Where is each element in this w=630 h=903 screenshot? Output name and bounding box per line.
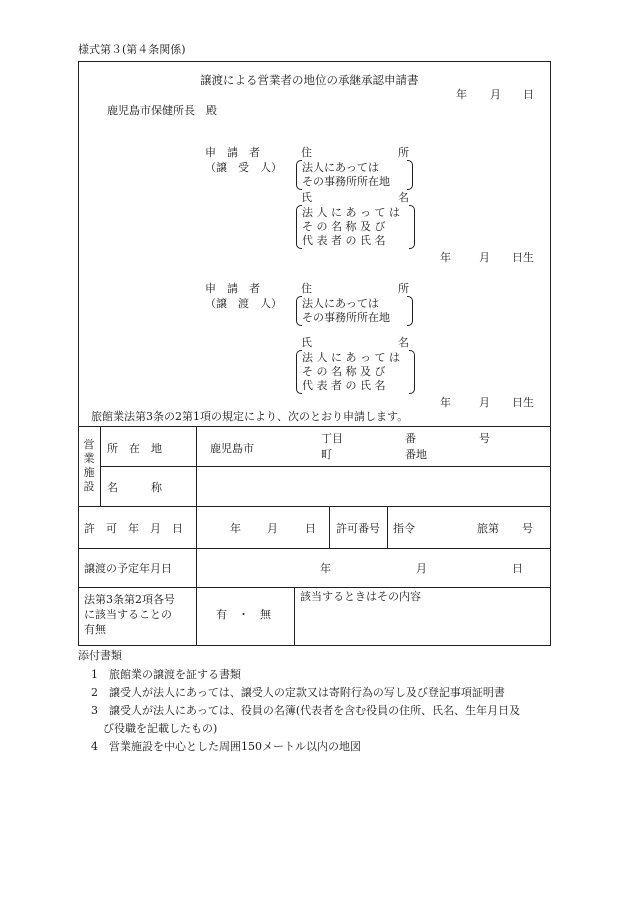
transferor-role-2: （譲 渡 人） bbox=[205, 297, 282, 310]
yes-no-choice[interactable]: 有 ・ 無 bbox=[216, 608, 271, 621]
location-label: 所 在 地 bbox=[107, 442, 162, 455]
transfer-month: 月 bbox=[416, 562, 427, 575]
permit-day: 日 bbox=[305, 522, 316, 535]
chome-label: 丁目 bbox=[321, 432, 343, 445]
receiver-name-note-2: そ の 名 称 及 び bbox=[302, 220, 386, 233]
receiver-name-label-b: 名 bbox=[398, 191, 409, 204]
go-label: 号 bbox=[479, 432, 490, 445]
applicable-content-label: 該当するときはその内容 bbox=[300, 590, 421, 603]
facility-divider-line bbox=[100, 466, 551, 467]
permit-month: 月 bbox=[267, 522, 278, 535]
transferor-address-note-2: その事務所所在地 bbox=[302, 311, 390, 324]
receiver-name-note-1: 法 人 に あ っ て は bbox=[302, 206, 400, 219]
law-label-3: 有無 bbox=[84, 623, 106, 636]
permit-no-left-line bbox=[329, 506, 330, 548]
transferor-name-label-a: 氏 bbox=[301, 336, 312, 349]
facility-name-label: 名 称 bbox=[107, 481, 162, 494]
table-top-line bbox=[78, 426, 551, 427]
receiver-address-label-b: 所 bbox=[398, 146, 409, 159]
receiver-role-1: 申 請 者 bbox=[205, 146, 260, 159]
transferor-birth-year: 年 bbox=[440, 396, 451, 409]
law-row-top-line bbox=[78, 587, 551, 588]
receiver-birth-day: 日生 bbox=[512, 251, 534, 264]
receiver-address-paren-right bbox=[407, 160, 413, 190]
date-month: 月 bbox=[490, 88, 501, 101]
addressee: 鹿児島市保健所長 殿 bbox=[107, 104, 217, 117]
law-label-1: 法第3条第2項各号 bbox=[84, 593, 175, 606]
receiver-address-note-1: 法人にあっては bbox=[302, 161, 379, 174]
shirei-label: 指令 bbox=[393, 522, 415, 535]
receiver-name-label-a: 氏 bbox=[301, 191, 312, 204]
transfer-row-top-line bbox=[78, 548, 551, 549]
label-col-line bbox=[196, 426, 197, 646]
attachments-heading: 添付書類 bbox=[78, 649, 122, 662]
transferor-name-paren-right bbox=[409, 350, 415, 394]
attachment-item: 1 旅館業の譲渡を証する書類 bbox=[91, 668, 241, 681]
receiver-birth-year: 年 bbox=[440, 251, 451, 264]
banchi-label: 番地 bbox=[405, 448, 427, 461]
transferor-name-note-1: 法 人 に あ っ て は bbox=[302, 351, 400, 364]
permit-year: 年 bbox=[230, 522, 241, 535]
permit-date-label: 許 可 年 月 日 bbox=[84, 522, 183, 535]
transferor-address-label-a: 住 bbox=[301, 282, 312, 295]
receiver-address-note-2: その事務所所在地 bbox=[302, 175, 390, 188]
transferor-address-label-b: 所 bbox=[398, 282, 409, 295]
statement: 旅館業法第3条の2第1項の規定により、次のとおり申請します。 bbox=[91, 410, 409, 423]
date-day: 日 bbox=[523, 88, 534, 101]
receiver-name-paren-right bbox=[409, 205, 415, 249]
ban-label: 番 bbox=[405, 432, 416, 445]
permit-no-right-line bbox=[387, 506, 388, 548]
transfer-day: 日 bbox=[512, 562, 523, 575]
facility-label: 営業施設 bbox=[83, 438, 95, 493]
transferor-name-label-b: 名 bbox=[398, 336, 409, 349]
date-year: 年 bbox=[456, 88, 467, 101]
permit-row-top-line bbox=[78, 506, 551, 507]
law-label-2: に該当することの bbox=[84, 608, 172, 621]
transfer-date-label: 譲渡の予定年月日 bbox=[84, 562, 172, 575]
transfer-year: 年 bbox=[320, 562, 331, 575]
transferor-address-paren-right bbox=[407, 296, 413, 326]
transferor-address-note-1: 法人にあっては bbox=[302, 297, 379, 310]
ryodai-label: 旅第 bbox=[477, 522, 499, 535]
city-value: 鹿児島市 bbox=[210, 442, 254, 455]
receiver-role-2: （譲 受 人） bbox=[205, 161, 282, 174]
permit-go-label: 号 bbox=[522, 522, 533, 535]
transferor-role-1: 申 請 者 bbox=[205, 282, 260, 295]
receiver-name-note-3: 代 表 者 の 氏 名 bbox=[302, 234, 386, 247]
attachment-item-continuation: び役職を記載したもの) bbox=[103, 722, 218, 735]
transferor-name-note-3: 代 表 者 の 氏 名 bbox=[302, 379, 386, 392]
attachment-item: 3 譲受人が法人にあっては、役員の名簿(代表者を含む役員の住所、氏名、生年月日及 bbox=[91, 704, 521, 717]
form-title: 譲渡による営業者の地位の承継承認申請書 bbox=[200, 73, 419, 87]
applicable-col-line bbox=[294, 587, 295, 646]
form-label: 様式第３(第４条関係) bbox=[78, 43, 186, 56]
transferor-name-note-2: そ の 名 称 及 び bbox=[302, 365, 386, 378]
transferor-birth-day: 日生 bbox=[512, 396, 534, 409]
machi-label: 町 bbox=[321, 448, 332, 461]
permit-no-label: 許可番号 bbox=[336, 522, 380, 535]
attachment-item: 2 譲受人が法人にあっては、譲受人の定款又は寄附行為の写し及び登記事項証明書 bbox=[91, 686, 505, 699]
transferor-birth-month: 月 bbox=[479, 396, 490, 409]
receiver-address-label-a: 住 bbox=[301, 146, 312, 159]
attachment-item: 4 営業施設を中心とした周囲150メートル以内の地図 bbox=[91, 740, 361, 753]
receiver-birth-month: 月 bbox=[479, 251, 490, 264]
facility-col-line bbox=[100, 426, 101, 506]
